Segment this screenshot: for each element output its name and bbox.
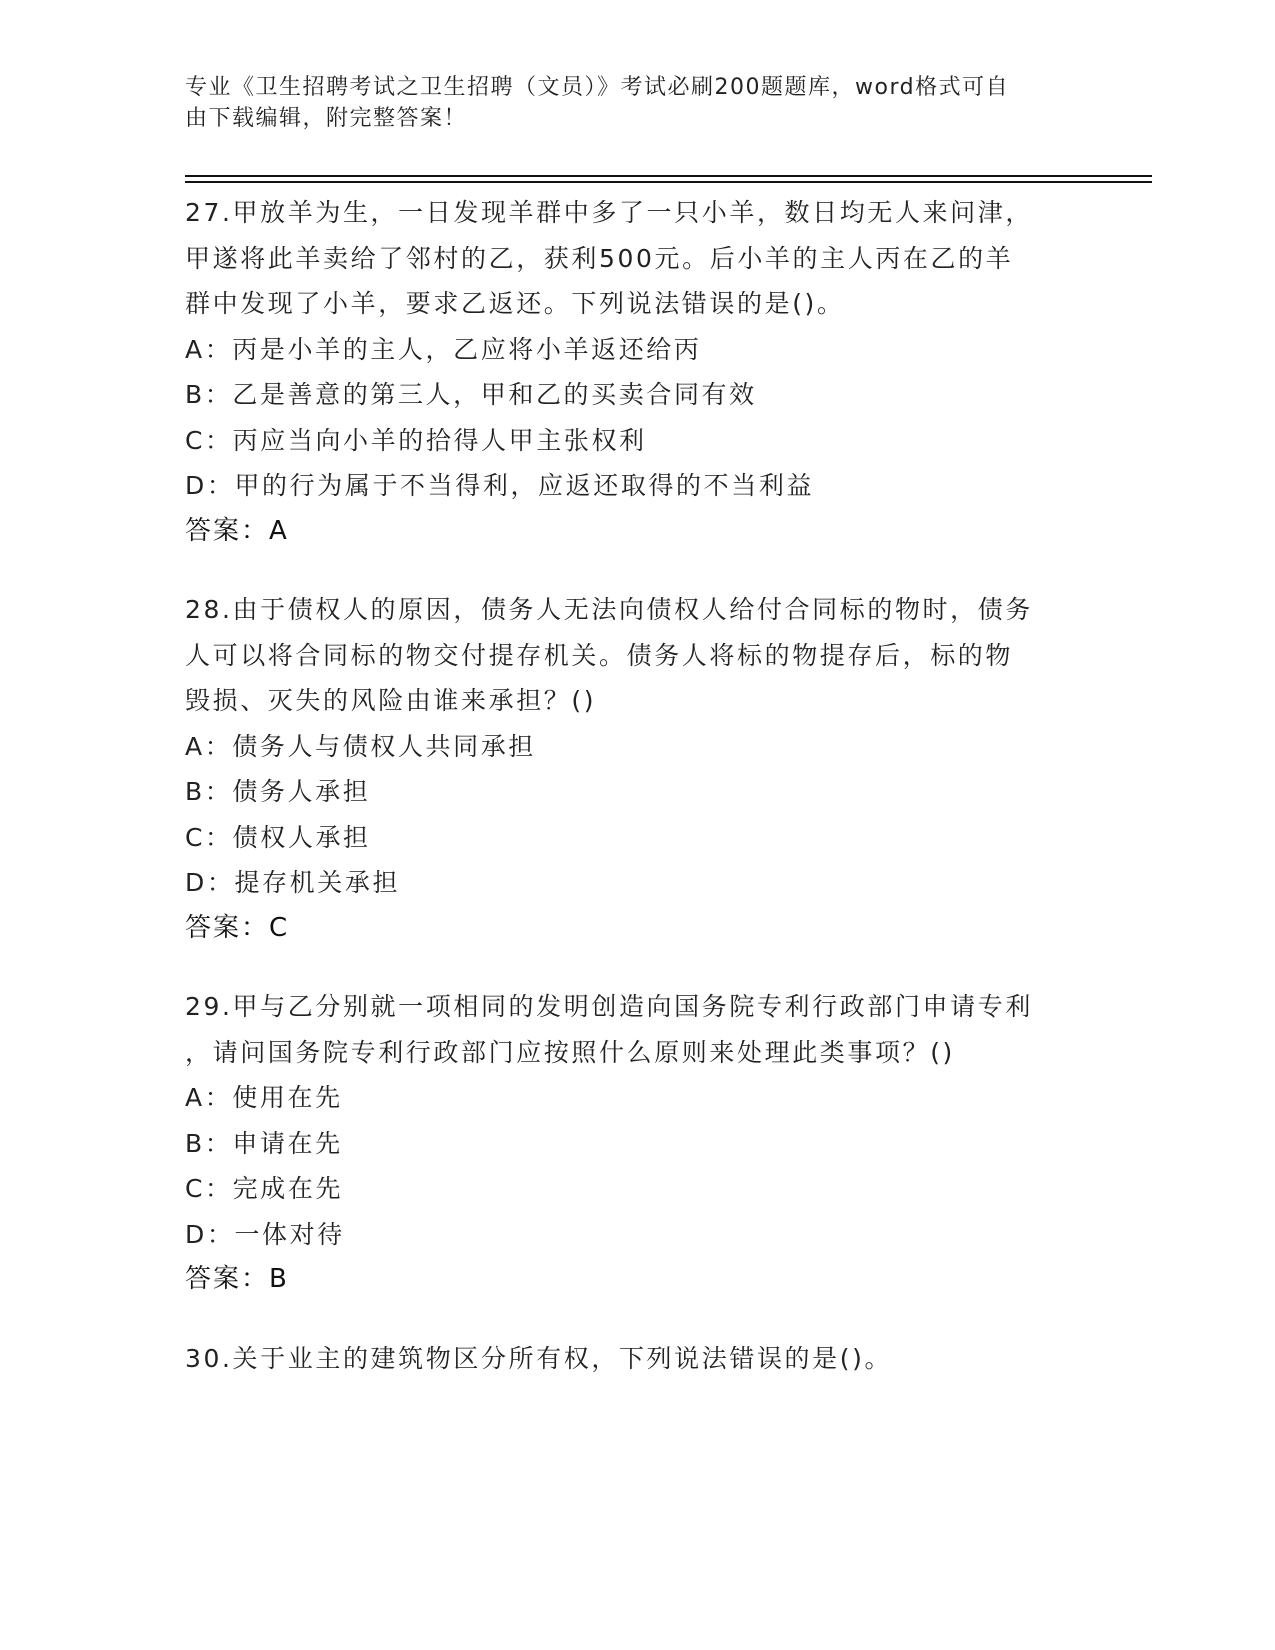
option-d: D：甲的行为属于不当得利，应返还取得的不当利益 [185, 471, 815, 500]
answer-label: 答案：C [185, 912, 290, 943]
question-27 [185, 190, 1085, 554]
question-stem-line: 30.关于业主的建筑物区分所有权，下列说法错误的是()。 [185, 1343, 893, 1373]
option-d: D：提存机关承担 [185, 868, 401, 897]
answer-label: 答案：A [185, 515, 289, 546]
header-divider-bottom [185, 181, 1152, 183]
option-b: B：申请在先 [185, 1128, 343, 1158]
option-a: A：丙是小羊的主人，乙应将小羊返还给丙 [185, 334, 702, 364]
question-stem-line: 人可以将合同标的物交付提存机关。债务人将标的物提存后，标的物 [185, 640, 1014, 670]
option-c: C：债权人承担 [185, 822, 371, 852]
answer-label: 答案：B [185, 1264, 289, 1294]
question-stem-line: 群中发现了小羊，要求乙返还。下列说法错误的是()。 [185, 289, 845, 318]
question-stem-line: 29.甲与乙分别就一项相同的发明创造向国务院专利行政部门申请专利 [185, 992, 1033, 1021]
question-28 [185, 587, 1085, 951]
question-30 [185, 1336, 1085, 1382]
document-header [185, 72, 1065, 134]
option-c: C：完成在先 [185, 1174, 344, 1203]
question-29 [185, 984, 1085, 1303]
question-stem-line: 28.由于债权人的原因，债务人无法向债权人给付合同标的物时，债务 [185, 595, 1033, 624]
option-d: D：一体对待 [185, 1219, 345, 1249]
header-line-2: 由下载编辑，附完整答案！ [185, 106, 468, 131]
question-list [185, 190, 1085, 1414]
option-c: C：丙应当向小羊的拾得人甲主张权利 [185, 425, 647, 455]
option-b: B：乙是善意的第三人，甲和乙的买卖合同有效 [185, 380, 757, 409]
option-a: A：债务人与债权人共同承担 [185, 731, 536, 761]
question-stem-line: 甲遂将此羊卖给了邻村的乙，获利500元。后小羊的主人丙在乙的羊 [185, 243, 1014, 273]
question-stem-line: 27.甲放羊为生，一日发现羊群中多了一只小羊，数日均无人来问津， [185, 198, 1033, 227]
option-a: A：使用在先 [185, 1083, 343, 1112]
header-divider-top [185, 175, 1152, 177]
option-b: B：债务人承担 [185, 777, 371, 806]
question-stem-line: 毁损、灭失的风险由谁来承担？() [185, 686, 597, 715]
question-stem-line: ，请问国务院专利行政部门应按照什么原则来处理此类事项？() [185, 1037, 955, 1067]
header-line-1: 专业《卫生招聘考试之卫生招聘（文员）》考试必刷200题题库，word格式可自 [185, 75, 1010, 100]
